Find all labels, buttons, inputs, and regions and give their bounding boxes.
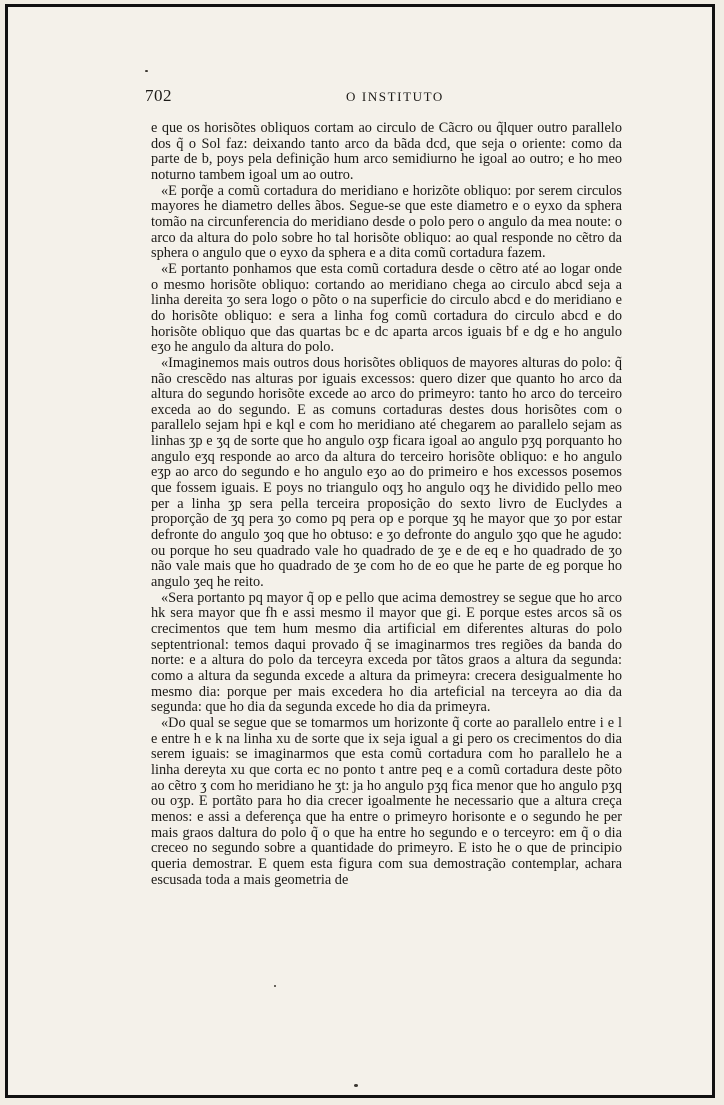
margin-speck — [354, 1084, 358, 1087]
paragraph: «E porq̃e a comũ cortadura do meridiano e horizõte obliquo: por serem circulos mayores he diametro delles ãbos. Segue-se que este diametro e o eyxo da sphera tomão na circunferencia do meridiano desde o polo pero o angulo da mea noute: o arco da altura do polo sobre ho tal horisõte obliquo: ao qual responde no cẽtro da sphera o angulo que o eyxo da sphera e a dita comũ cortadura fazem. — [151, 182, 622, 262]
margin-speck — [145, 70, 148, 72]
running-head — [145, 86, 625, 108]
margin-speck — [274, 985, 276, 987]
page-number: 702 — [145, 86, 172, 105]
journal-title: O INSTITUTO — [346, 89, 444, 104]
paragraph: «Do qual se segue que se tomarmos um horizonte q̃ corte ao parallelo entre i e l e entre h e k na linha xu de sorte que ix seja igual a gi pero os crecimentos do dia serem iguais: se imaginarmos que esta comũ cortadura com ho parallelo he a linha dereyta xu que corta ec no ponto t antre peq e a comũ cortadura deste põto ao cẽtro ʒ com ho meridiano he ʒt: ja ho angulo pʒq fica menor que ho angulo pʒq ou oʒp. E portãto para ho dia crecer igoalmente he necessario que a altura creça menos: e assi a deferença que ha entre o primeyro horisonte e o segundo he per mais graos daltura do polo q̃ o que ha entre ho segundo e o terceyro: em q̃ o dia creceo no segundo sobre a quantidade do primeyro. E isto he o que de principio queria demostrar. E quem esta figura com sua demostração contemplar, achara escusada toda a mais geometria de — [151, 714, 622, 888]
paragraph: «E portanto ponhamos que esta comũ cortadura desde o cẽtro até ao logar onde o mesmo horisõte obliquo: cortando ao meridiano chega ao circulo abcd seja a linha dereita ʒo sera logo o põto o na superficie do circulo abcd e do meridiano e do horisõte obliquo: e sera a linha fog comũ cortadura do circulo abcd e do horisõte obliquo que das quartas bc e dc aparta arcos iguais bf e dg e ho angulo eʒo he angulo da altura do polo. — [151, 260, 622, 356]
paragraph: e que os horisõtes obliquos cortam ao circulo de Cãcro ou q̃lquer outro parallelo dos q̃ o Sol faz: deixando tanto arco da bãda dcd, que seja o oriente: como da parte de b, poys pela definição hum arco semidiurno he igoal ao outro; e ho meo noturno tambem igoal um ao outro. — [151, 120, 622, 183]
body-text — [151, 121, 622, 888]
paragraph: «Imaginemos mais outros dous horisõtes obliquos de mayores alturas do polo: q̃ não crescẽdo nas alturas por iguais excessos: quero dizer que quanto ho arco da altura do segundo horisõte excede ao arco do primeyro: tanto ho arco do terceiro exceda ao do segundo. E as comuns cortaduras destes dous horisõtes com o parallelo sejam hpi e kql e com ho meridiano até chegarem ao parallelo sejam as linhas ʒp e ʒq de sorte que ho angulo oʒp ficara igoal ao angulo pʒq porquanto ho angulo eʒq responde ao arco da altura do terceiro horisõte obliquo: e ho angulo eʒp ao arco do segundo e ho angulo eʒo ao do primeiro e hos excessos posemos que fossem iguais. E poys no triangulo oqʒ ho angulo oqʒ he dividido pello meo per a linha ʒp sera pella terceira proposição do sexto livro de Euclydes a proporção de ʒq pera ʒo como pq pera op e porque ʒq he mayor que ʒo por estar defronte do angulo ʒoq que ho obtuso: e ʒo defronte do angulo ʒqo que he agudo: ou porque ho seu quadrado vale ho quadrado de ʒe e de eq e ho quadrado de ʒo não vale mais que ho quadrado de ʒe com ho de eo que he parte de eg porque ho angulo ʒeq he reito. — [151, 354, 622, 591]
paragraph: «Sera portanto pq mayor q̃ op e pello que acima demostrey se segue que ho arco hk sera mayor que fh e assi mesmo il mayor que gi. E porque estes arcos sã os crecimentos que tem hum mesmo dia artificial em diferentes alturas do polo septentrional: temos daqui provado q̃ se imaginarmos tres regiões da banda do norte: e a altura do polo da terceyra exceda por tãtos graos a altura da segunda: como a altura da segunda excede a altura da primeyra: crecera desigualmente ho mesmo dia: porque per mais excedera ho dia arteficial na terceyra ao dia da segunda: que ho dia da segunda excede ho dia da primeyra. — [151, 589, 622, 716]
